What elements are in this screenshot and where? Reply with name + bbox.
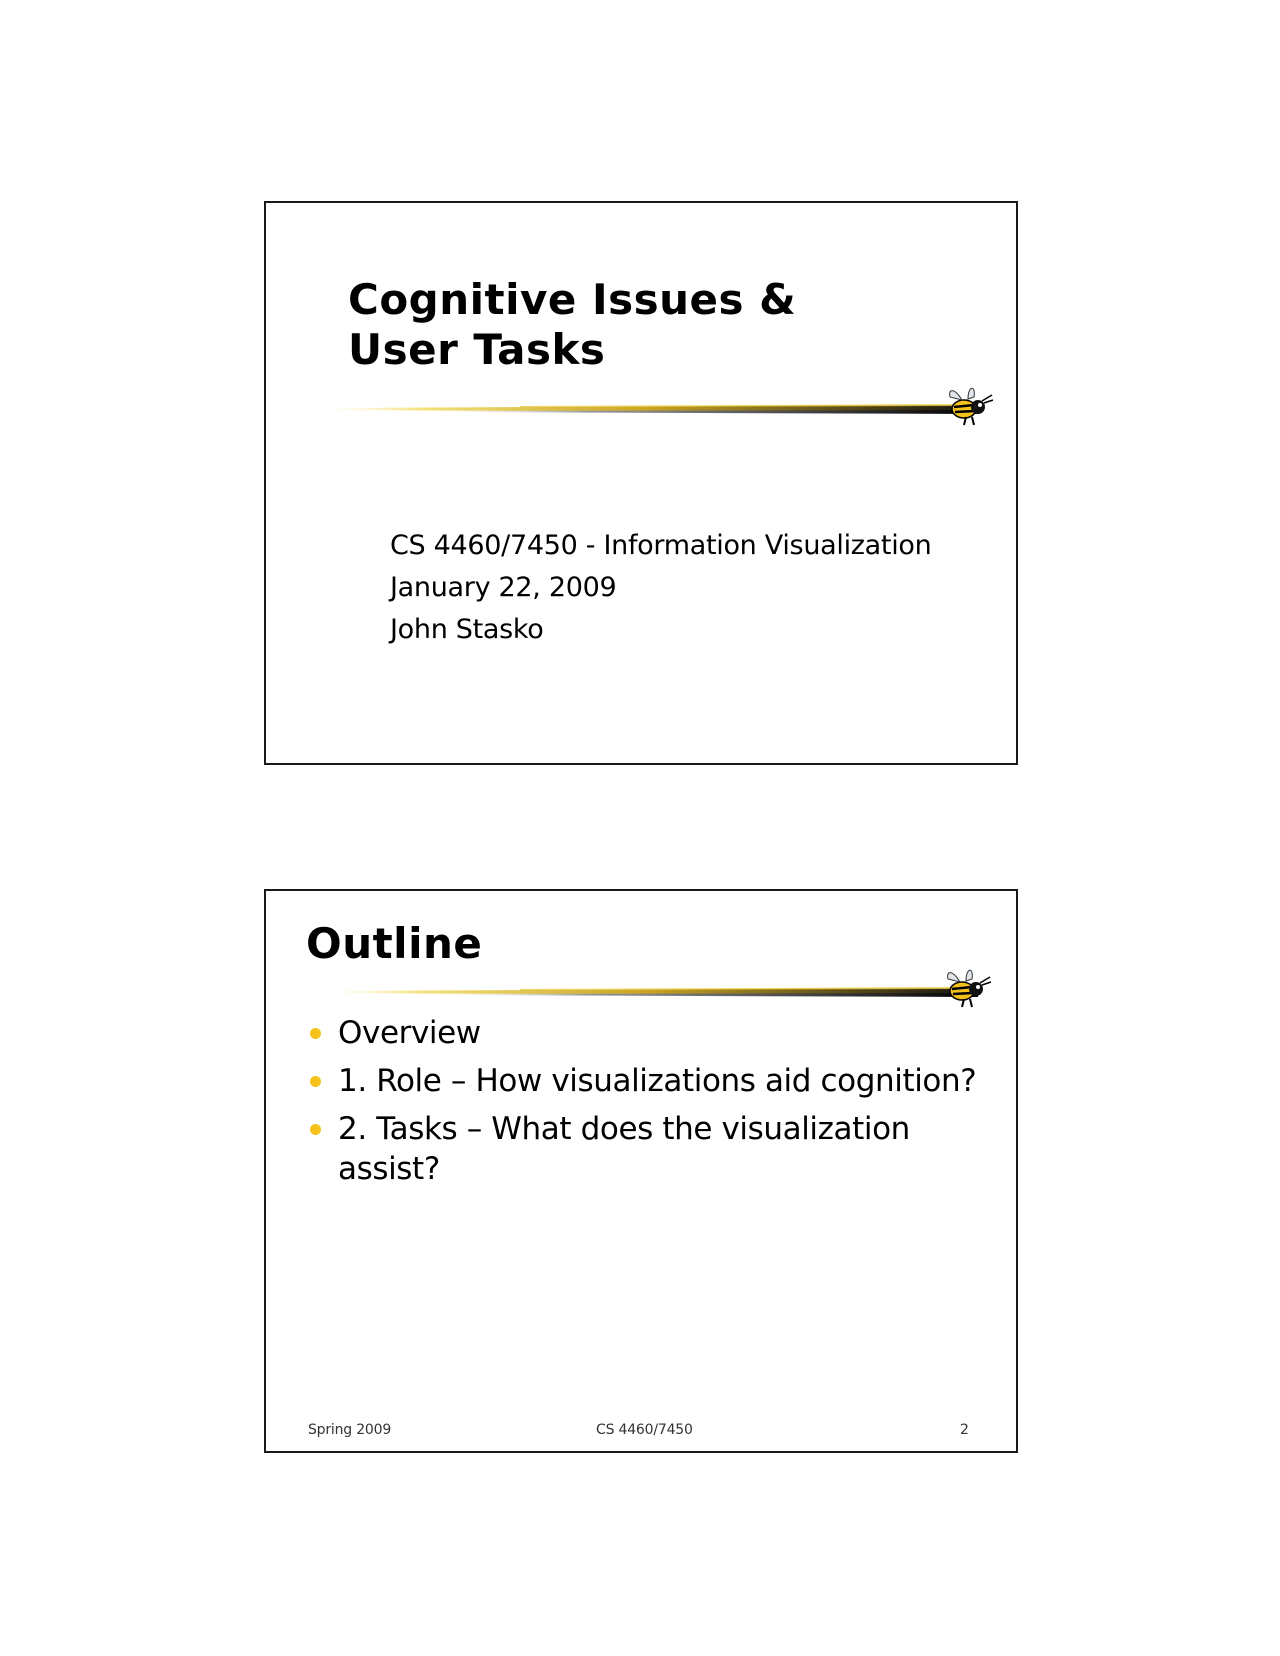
yellow-jacket-mascot-icon <box>944 383 994 427</box>
bullet-dot-icon <box>310 1076 321 1087</box>
slide-1-subtitle <box>390 525 931 651</box>
bullet-item <box>306 1109 996 1189</box>
footer-page-number: 2 <box>960 1422 969 1438</box>
lecture-date: January 22, 2009 <box>390 572 617 603</box>
bullet-dot-icon <box>310 1028 321 1039</box>
title-line-1: Cognitive Issues & <box>348 275 797 324</box>
title-divider-rule <box>320 985 978 999</box>
bullet-text: 1. Role – How visualizations aid cognition? <box>338 1063 977 1099</box>
title-divider-rule <box>320 402 978 416</box>
yellow-jacket-mascot-icon <box>942 965 992 1009</box>
slide-1-title <box>348 275 908 375</box>
bullet-item <box>306 1013 996 1053</box>
outline-bullet-list <box>306 1013 996 1197</box>
author-name: John Stasko <box>390 614 544 645</box>
bullet-dot-icon <box>310 1124 321 1135</box>
bullet-text: Overview <box>338 1015 481 1051</box>
slide-2 <box>264 889 1018 1453</box>
slide-2-title: Outline <box>306 919 483 968</box>
footer-semester: Spring 2009 <box>308 1422 392 1438</box>
footer-course: CS 4460/7450 <box>596 1422 693 1438</box>
title-line-2: User Tasks <box>348 325 606 374</box>
course-name: CS 4460/7450 - Information Visualization <box>390 530 932 561</box>
slide-1 <box>264 201 1018 765</box>
bullet-item <box>306 1061 996 1101</box>
bullet-text: 2. Tasks – What does the visualization assist? <box>338 1111 910 1187</box>
